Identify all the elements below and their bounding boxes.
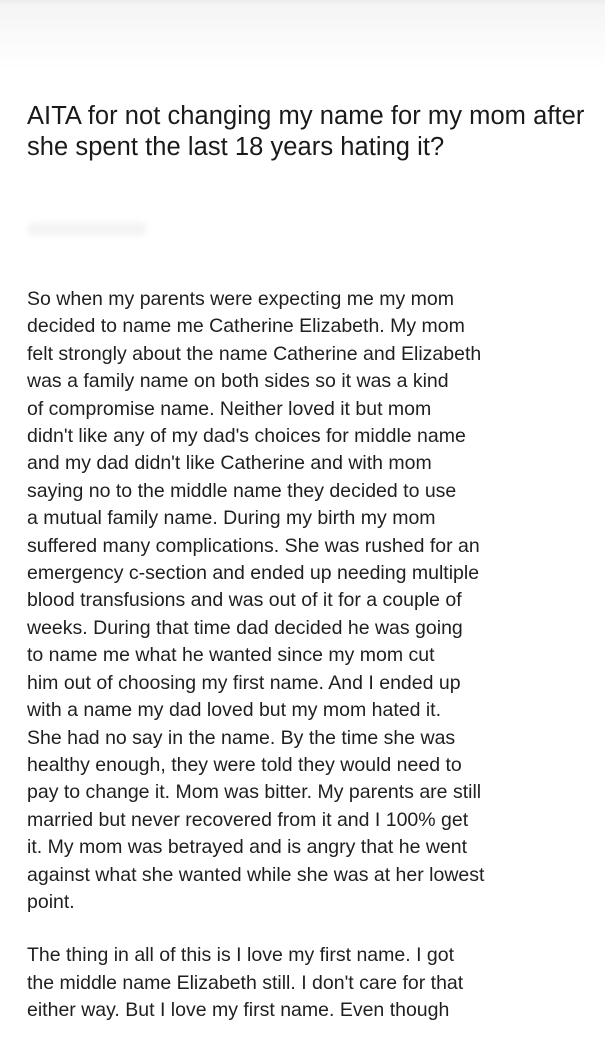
post-body <box>27 286 592 1051</box>
post-paragraph: The thing in all of this is I love my first name. I got the middle name Elizabeth still. I don't care for that either way. But I love my first name. Even though <box>27 944 464 1022</box>
top-edge-shadow <box>0 0 605 70</box>
post-paragraph: So when my parents were expecting me my mom decided to name me Catherine Elizabeth. My mom felt strongly about the name Catherine and Elizabeth was a family name on both sides so it was a kind of compromise name. Neither loved it but mom didn't like any of my dad's choices for middle name and my dad didn't like Catherine and with mom saying no to the middle name they decided to use a mutual family name. During my birth my mom suffered many complications. She was rushed for an emergency c-section and ended up needing multiple blood transfusions and was out of it for a couple of weeks. During that time dad decided he was going to name me what he wanted since my mom cut him out of choosing my first name. And I ended up with a name my dad loved but my mom hated it. She had no say in the name. By the time she was healthy enough, they were told they would need to pay to change it. Mom was bitter. My parents are still married but never recovered from it and I 100% get it. My mom was betrayed and is angry that he went against what she wanted while she was at her lowest point. <box>27 288 485 913</box>
post-title: AITA for not changing my name for my mom after she spent the last 18 years hating it? <box>27 102 585 161</box>
post-meta-blurred <box>27 222 147 236</box>
